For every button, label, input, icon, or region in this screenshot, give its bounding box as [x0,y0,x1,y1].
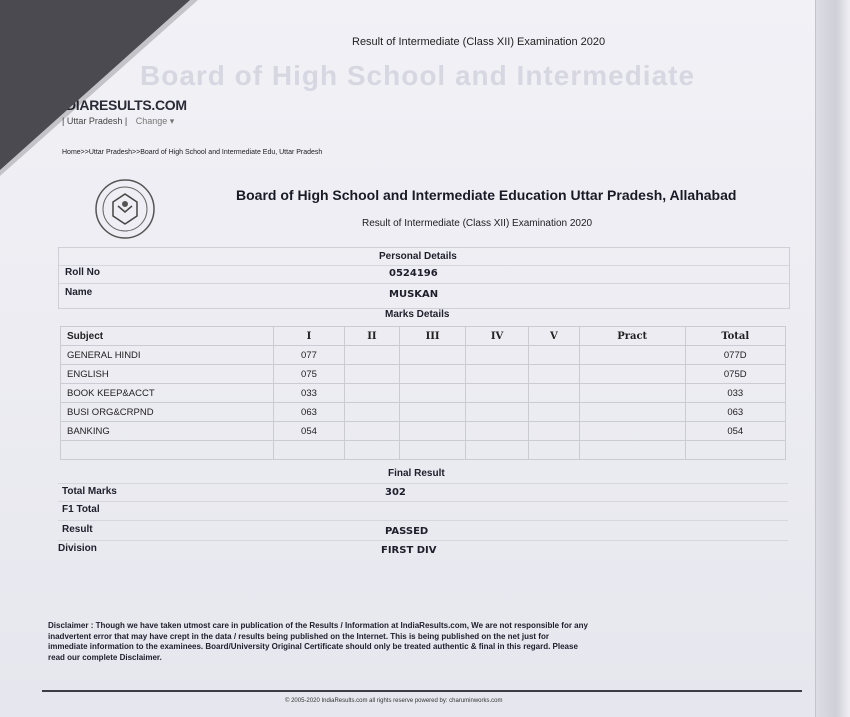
personal-details-box [58,247,790,309]
col-subject: Subject [61,327,274,346]
roll-no-label: Roll No [65,267,100,278]
col-iii: III [399,327,465,346]
marks-header-row [61,327,786,346]
watermark-text: Board of High School and Intermediate [140,60,696,91]
total-marks-value: 302 [385,487,406,498]
total-cell: 063 [685,403,785,422]
table-row [61,346,786,365]
table-row [61,384,786,403]
page-fold [0,0,190,170]
table-row [61,365,786,384]
footer-text: © 2005-2020 IndiaResults.com all rights reserve powered by: charuminworks.com [285,698,503,704]
top-title: Result of Intermediate (Class XII) Examination 2020 [352,36,606,48]
subject-cell: BOOK KEEP&ACCT [61,384,274,403]
mark-i-cell: 075 [274,365,345,384]
marks-table [60,326,786,460]
col-i: I [274,327,345,346]
division-label: Division [58,543,97,554]
name-label: Name [65,287,93,298]
subject-cell: ENGLISH [61,365,274,384]
result-value: PASSED [385,526,429,537]
total-cell: 054 [685,422,785,441]
mark-i-cell: 033 [274,384,345,403]
roll-no-value: 0524196 [389,268,438,279]
name-value: MUSKAN [389,289,439,300]
table-row-empty [61,441,786,460]
state-name: Uttar Pradesh [66,116,123,126]
exam-subtitle: Result of Intermediate (Class XII) Examination 2020 [362,218,593,229]
mark-i-cell: 063 [274,403,345,422]
marks-details-heading: Marks Details [385,309,450,320]
result-label: Result [62,524,93,535]
col-pract: Pract [579,327,685,346]
paper-edge [815,0,850,717]
table-row [61,422,786,441]
total-cell: 075D [685,365,785,384]
f1-total-label: F1 Total [62,504,100,515]
state-selector[interactable]: | Uttar Pradesh | Change ▾ [62,116,175,126]
division-value: FIRST DIV [381,545,437,556]
board-seal-icon [94,178,156,240]
table-row [61,403,786,422]
col-iv: IV [466,327,529,346]
final-result-heading: Final Result [388,468,445,479]
board-name: Board of High School and Intermediate Education Uttar Pradesh, Allahabad [236,187,737,203]
disclaimer-text: Disclaimer : Though we have taken utmost care in publication of the Results / Information at IndiaResults.com, We are not responsible for any inadvertent error that may have crept in the data / results being published on the Internet. This is being published on the net just for immediate information to the examinees. Board/University Original Certificate should only be treated authentic & final in this regard. Please read our complete Disclaimer. [48,621,588,662]
col-total: Total [685,327,785,346]
subject-cell: GENERAL HINDI [61,346,274,365]
final-result-box [58,466,788,562]
breadcrumb[interactable]: Home>>Uttar Pradesh>>Board of High School and Intermediate Edu, Uttar Pradesh [62,149,323,156]
col-v: V [528,327,579,346]
personal-details-heading: Personal Details [379,251,457,262]
site-logo[interactable]: DIARESULTS.COM [66,97,187,113]
change-link[interactable]: Change ▾ [135,116,175,126]
col-ii: II [344,327,399,346]
subject-cell: BUSI ORG&CRPND [61,403,274,422]
total-cell: 077D [685,346,785,365]
subject-cell: BANKING [61,422,274,441]
mark-i-cell: 054 [274,422,345,441]
footer-divider [42,690,802,692]
mark-i-cell: 077 [274,346,345,365]
total-marks-label: Total Marks [62,486,117,497]
total-cell: 033 [685,384,785,403]
